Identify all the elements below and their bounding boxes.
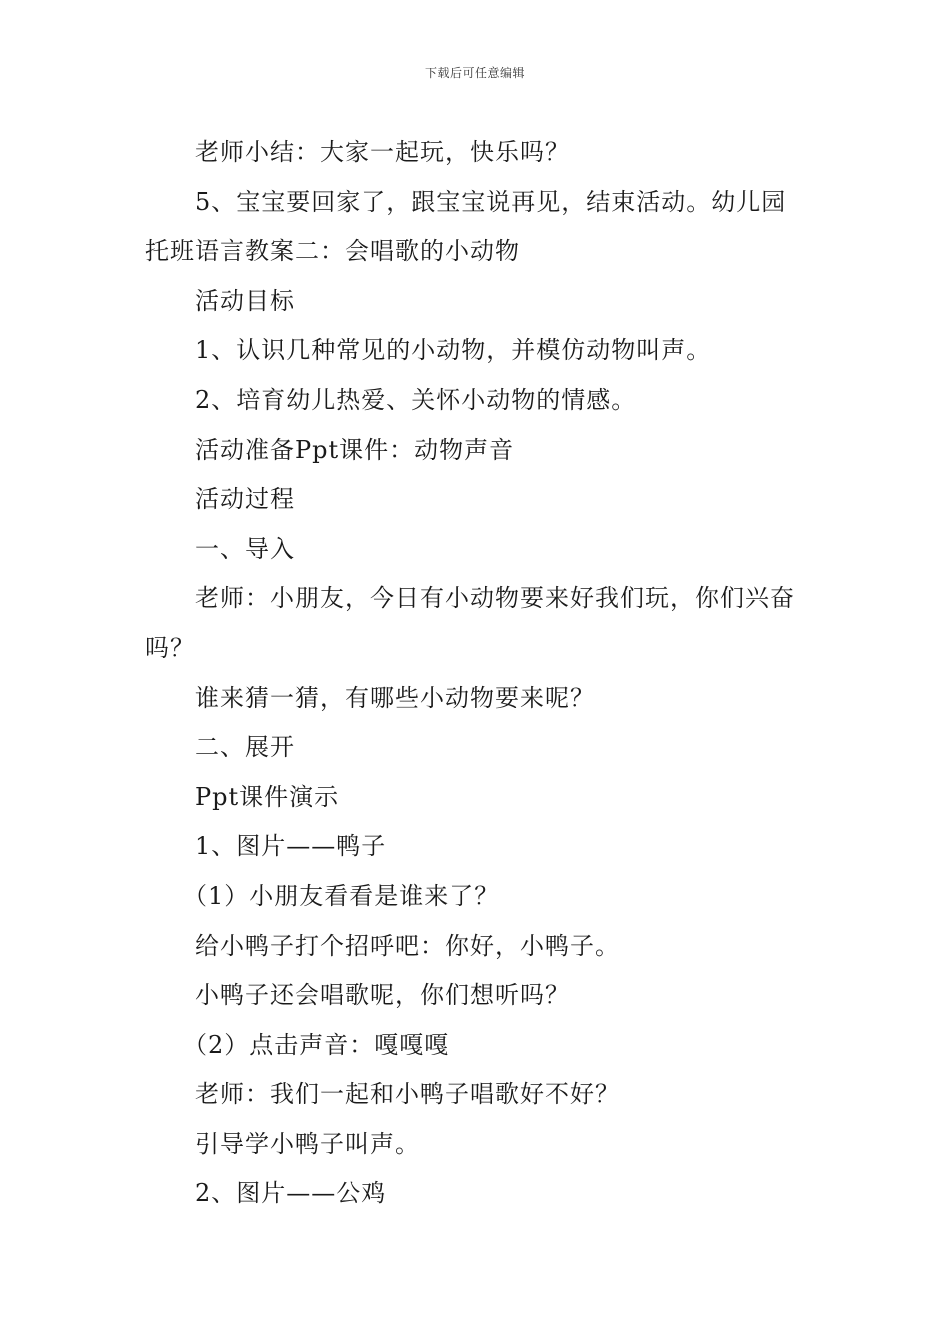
paragraph: 谁来猜一猜，有哪些小动物要来呢？ [195,683,595,712]
paragraph: 5、宝宝要回家了，跟宝宝说再见，结束活动。幼儿园托班语言教案二：会唱歌的小动物 [145,187,787,266]
paragraph: 二、展开 [195,733,295,762]
paragraph: 一、导入 [195,534,295,563]
paragraph: Ppt课件演示 [195,782,340,811]
paragraph: 1、认识几种常见的小动物，并模仿动物叫声。 [195,336,712,365]
paragraph: （2）点击声音：嘎嘎嘎 [183,1030,450,1059]
document-body [145,128,810,1219]
paragraph: 老师：小朋友，今日有小动物要来好我们玩，你们兴奋吗？ [145,584,795,662]
paragraph: 引导学小鸭子叫声。 [195,1129,420,1158]
paragraph: 1、图片——鸭子 [195,832,387,861]
paragraph: 2、培育幼儿热爱、关怀小动物的情感。 [195,385,637,414]
paragraph: 老师：我们一起和小鸭子唱歌好不好？ [195,1080,620,1109]
page-header: 下载后可任意编辑 [424,66,525,80]
paragraph: 活动准备Ppt课件：动物声音 [195,435,515,464]
paragraph: 老师小结：大家一起玩，快乐吗？ [195,138,570,166]
paragraph: 活动目标 [195,286,295,315]
paragraph: 给小鸭子打个招呼吧：你好，小鸭子。 [195,931,620,960]
paragraph: 小鸭子还会唱歌呢，你们想听吗？ [195,981,570,1010]
paragraph: 2、图片——公鸡 [195,1179,387,1208]
paragraph: （1）小朋友看看是谁来了？ [183,881,500,910]
paragraph: 活动过程 [195,485,295,514]
